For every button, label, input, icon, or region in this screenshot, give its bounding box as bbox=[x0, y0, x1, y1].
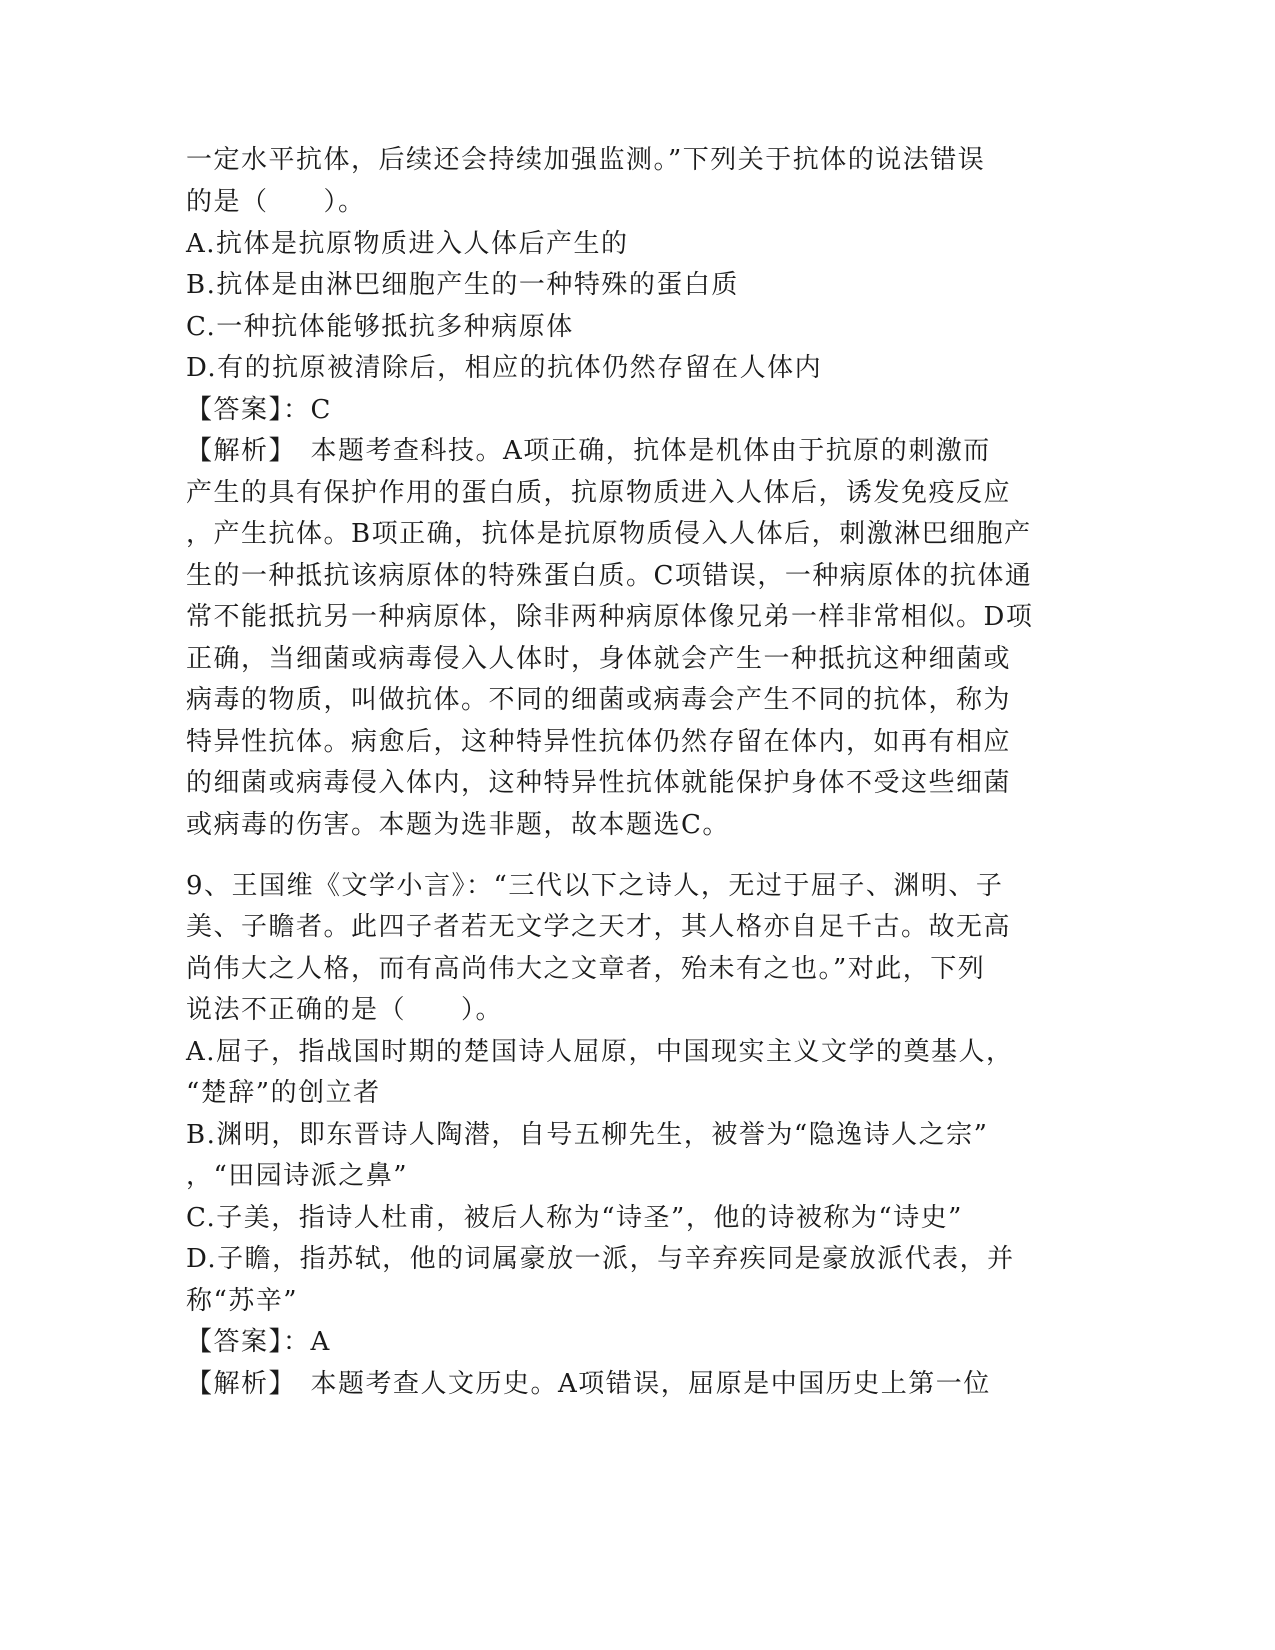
option-b: B.抗体是由淋巴细胞产生的一种特殊的蛋白质 bbox=[186, 270, 739, 300]
question-9-stem-line: 尚伟大之人格，而有高尚伟大之文章者，殆未有之也。”对此，下列 bbox=[186, 954, 986, 984]
question-9-stem-line: 9、王国维《文学小言》：“三代以下之诗人，无过于屈子、渊明、子 bbox=[186, 871, 1004, 901]
question-stem-line: 的是（ ）。 bbox=[186, 187, 366, 217]
analysis-line: 产生的具有保护作用的蛋白质，抗原物质进入人体后，诱发免疫反应 bbox=[186, 478, 1012, 508]
analysis-line: ，产生抗体。B项正确，抗体是抗原物质侵入人体后，刺激淋巴细胞产 bbox=[186, 519, 1032, 549]
analysis-line: 特异性抗体。病愈后，这种特异性抗体仍然存留在体内，如再有相应 bbox=[186, 727, 1012, 757]
question-9-option-a-cont: “楚辞”的创立者 bbox=[186, 1078, 381, 1108]
answer-line: 【答案】：C bbox=[186, 395, 332, 425]
question-9-option-a: A.屈子，指战国时期的楚国诗人屈原，中国现实主义文学的奠基人， bbox=[186, 1037, 1014, 1067]
question-9-analysis-line: 【解析】 本题考查人文历史。A项错误，屈原是中国历史上第一位 bbox=[186, 1369, 991, 1399]
question-9-option-c: C.子美，指诗人杜甫，被后人称为“诗圣”，他的诗被称为“诗史” bbox=[186, 1203, 963, 1233]
question-9-stem-line: 美、子瞻者。此四子者若无文学之天才，其人格亦自足千古。故无高 bbox=[186, 912, 1012, 942]
analysis-line: 【解析】 本题考查科技。A项正确，抗体是机体由于抗原的刺激而 bbox=[186, 436, 991, 466]
analysis-line: 正确，当细菌或病毒侵入人体时，身体就会产生一种抵抗这种细菌或 bbox=[186, 644, 1012, 674]
question-9-answer: 【答案】：A bbox=[186, 1327, 331, 1357]
analysis-line: 的细菌或病毒侵入体内，这种特异性抗体就能保护身体不受这些细菌 bbox=[186, 768, 1012, 798]
option-a: A.抗体是抗原物质进入人体后产生的 bbox=[186, 229, 629, 259]
analysis-line: 或病毒的伤害。本题为选非题，故本题选C。 bbox=[186, 810, 730, 840]
question-9-option-b: B.渊明，即东晋诗人陶潜，自号五柳先生，被誉为“隐逸诗人之宗” bbox=[186, 1120, 989, 1150]
question-9-option-d: D.子瞻，指苏轼，他的词属豪放一派，与辛弃疾同是豪放派代表，并 bbox=[186, 1244, 1015, 1274]
question-stem-line: 一定水平抗体，后续还会持续加强监测。”下列关于抗体的说法错误 bbox=[186, 145, 986, 175]
analysis-line: 病毒的物质，叫做抗体。不同的细菌或病毒会产生不同的抗体，称为 bbox=[186, 685, 1012, 715]
option-c: C.一种抗体能够抵抗多种病原体 bbox=[186, 312, 574, 342]
question-9-stem-line: 说法不正确的是（ ）。 bbox=[186, 995, 504, 1025]
analysis-line: 生的一种抵抗该病原体的特殊蛋白质。C项错误，一种病原体的抗体通 bbox=[186, 561, 1033, 591]
analysis-line: 常不能抵抗另一种病原体，除非两种病原体像兄弟一样非常相似。D项 bbox=[186, 602, 1034, 632]
question-9-option-b-cont: ，“田园诗派之鼻” bbox=[186, 1161, 409, 1191]
question-9-option-d-cont: 称“苏辛” bbox=[186, 1286, 299, 1316]
option-d: D.有的抗原被清除后，相应的抗体仍然存留在人体内 bbox=[186, 353, 823, 383]
